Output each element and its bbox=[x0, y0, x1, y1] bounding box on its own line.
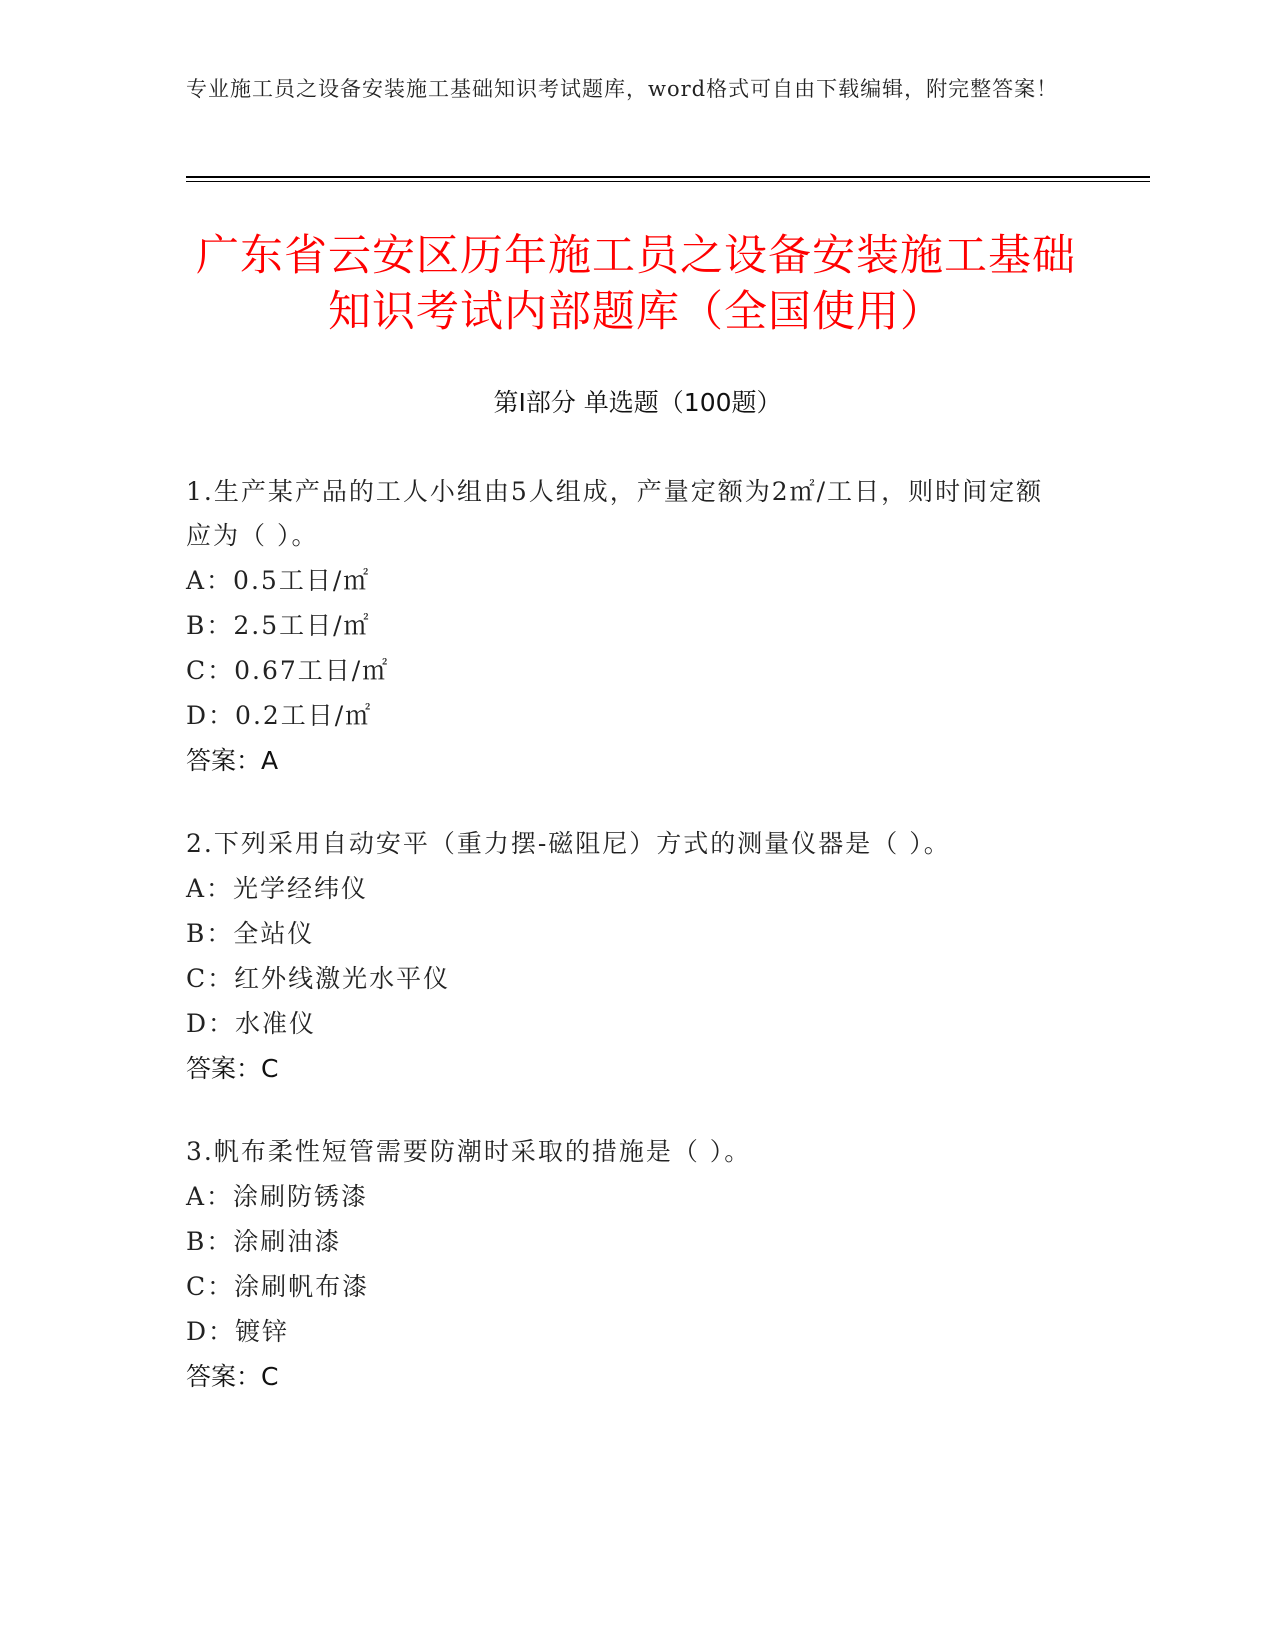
option-c: C：涂刷帆布漆 bbox=[186, 1272, 370, 1301]
question-stem: 3.帆布柔性短管需要防潮时采取的措施是（ ）。 bbox=[186, 1137, 752, 1166]
option-b: B：全站仪 bbox=[186, 919, 315, 948]
question-1 bbox=[186, 470, 1066, 784]
option-b: B：涂刷油漆 bbox=[186, 1227, 342, 1256]
option-c: C：红外线激光水平仪 bbox=[186, 964, 451, 993]
answer: 答案：A bbox=[186, 746, 279, 775]
question-2 bbox=[186, 822, 1066, 1092]
option-a: A：光学经纬仪 bbox=[186, 874, 369, 903]
header-divider-thin bbox=[186, 181, 1150, 182]
option-c: C：0.67工日/㎡ bbox=[186, 656, 390, 685]
header-divider bbox=[186, 176, 1150, 178]
question-stem: 2.下列采用自动安平（重力摆-磁阻尼）方式的测量仪器是（ ）。 bbox=[186, 829, 951, 858]
answer: 答案：C bbox=[186, 1054, 279, 1083]
option-d: D：水准仪 bbox=[186, 1009, 317, 1038]
option-b: B：2.5工日/㎡ bbox=[186, 611, 371, 640]
question-list bbox=[186, 470, 1066, 1438]
option-a: A：涂刷防锈漆 bbox=[186, 1182, 369, 1211]
document-title: 广东省云安区历年施工员之设备安装施工基础知识考试内部题库（全国使用） bbox=[196, 231, 1076, 337]
question-stem: 1.生产某产品的工人小组由5人组成，产量定额为2㎡/工日，则时间定额应为（ ）。 bbox=[186, 477, 1044, 550]
section-title: 第Ⅰ部分 单选题（100题） bbox=[493, 388, 782, 417]
answer: 答案：C bbox=[186, 1362, 279, 1391]
question-3 bbox=[186, 1130, 1066, 1400]
option-a: A：0.5工日/㎡ bbox=[186, 566, 371, 595]
option-d: D：镀锌 bbox=[186, 1317, 290, 1346]
option-d: D：0.2工日/㎡ bbox=[186, 701, 373, 730]
header-note: 专业施工员之设备安装施工基础知识考试题库，word格式可自由下载编辑，附完整答案！ bbox=[186, 77, 1059, 101]
